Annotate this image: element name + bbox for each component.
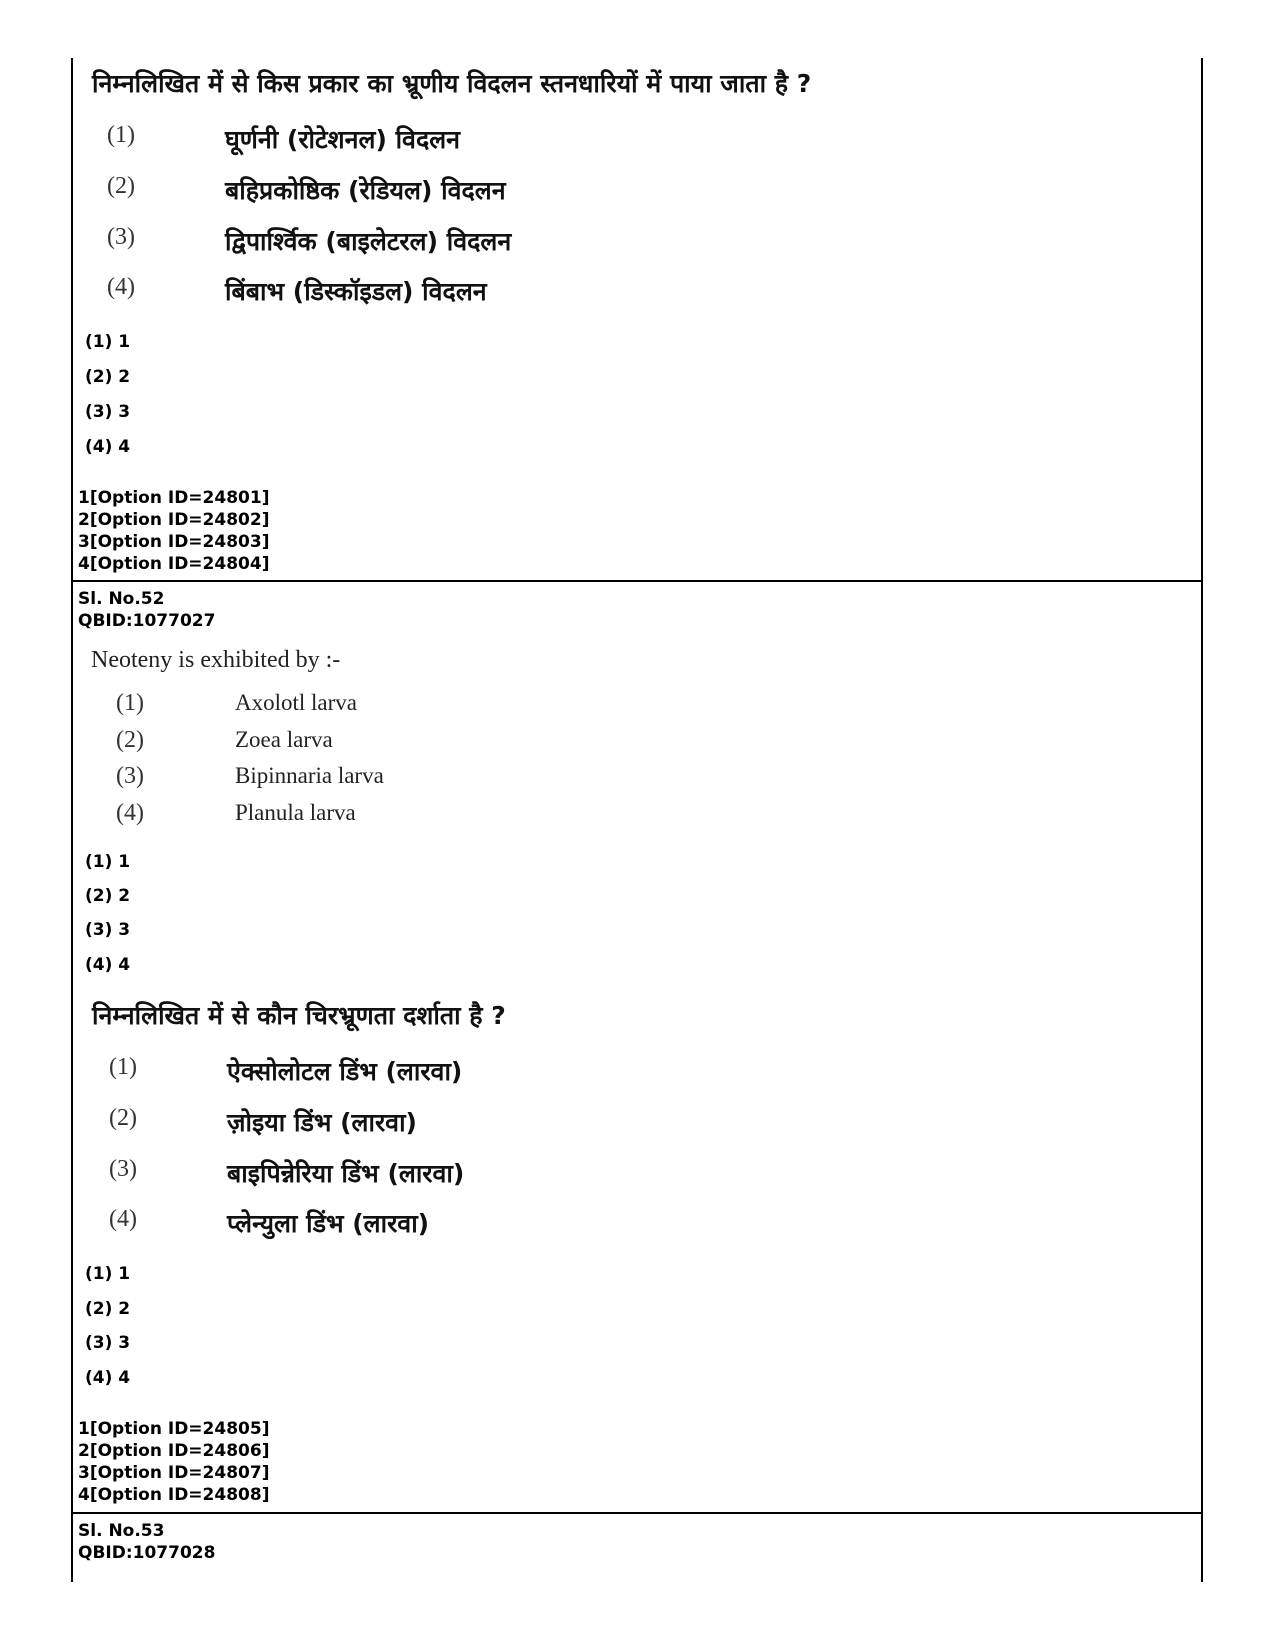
q52-en-option-number: (4)	[116, 800, 144, 826]
q52-en-option-text: Bipinnaria larva	[235, 763, 384, 788]
q51-option-number: (2)	[107, 173, 135, 199]
question-divider	[71, 1512, 1203, 1514]
question-divider	[71, 580, 1203, 582]
q52-en-option-text: Axolotl larva	[235, 690, 357, 715]
q51-option-id: 1[Option ID=24801]	[78, 488, 270, 508]
q52-en-option-text: Zoea larva	[235, 727, 333, 752]
q52-option-id: 1[Option ID=24805]	[78, 1419, 270, 1439]
q51-answer-choice[interactable]: (3) 3	[85, 402, 131, 422]
q52-hi-option-text: प्लेन्युला डिंभ (लारवा)	[227, 1209, 430, 1238]
q51-answer-choice[interactable]: (4) 4	[85, 437, 131, 457]
q52-qbid: QBID:1077027	[78, 611, 216, 631]
q52-hi-option-number: (3)	[109, 1156, 137, 1182]
q53-qbid: QBID:1077028	[78, 1543, 216, 1563]
q51-option-text: घूर्णनी (रोटेशनल) विदलन	[225, 125, 461, 154]
q51-option-text: द्विपार्श्विक (बाइलेटरल) विदलन	[225, 227, 512, 256]
q52-answer-choice[interactable]: (2) 2	[85, 1299, 131, 1319]
q51-option-id: 3[Option ID=24803]	[78, 532, 270, 552]
q52-option-id: 2[Option ID=24806]	[78, 1441, 270, 1461]
q52-answer-choice[interactable]: (3) 3	[85, 1333, 131, 1353]
q51-option-number: (3)	[107, 224, 135, 250]
q52-answer-choice[interactable]: (1) 1	[85, 1264, 131, 1284]
q52-answer-choice[interactable]: (2) 2	[85, 886, 131, 906]
q53-serial-number: Sl. No.53	[78, 1521, 165, 1541]
q52-english-stem: Neoteny is exhibited by :-	[91, 647, 341, 673]
q52-hindi-stem: निम्नलिखित में से कौन चिरभ्रूणता दर्शाता है ?	[92, 1001, 506, 1030]
q52-answer-choice[interactable]: (1) 1	[85, 852, 131, 872]
q52-hi-option-number: (4)	[109, 1206, 137, 1232]
q51-option-number: (1)	[107, 122, 135, 148]
q51-answer-choice[interactable]: (1) 1	[85, 332, 131, 352]
q51-option-id: 2[Option ID=24802]	[78, 510, 270, 530]
q52-en-option-number: (3)	[116, 763, 144, 789]
q52-answer-choice[interactable]: (3) 3	[85, 920, 131, 940]
q51-option-text: बहिप्रकोष्ठिक (रेडियल) विदलन	[225, 176, 506, 205]
q52-option-id: 4[Option ID=24808]	[78, 1485, 270, 1505]
q52-en-option-number: (2)	[116, 727, 144, 753]
q51-hindi-stem: निम्नलिखित में से किस प्रकार का भ्रूणीय विदलन स्तनधारियों में पाया जाता है ?	[92, 69, 812, 98]
q52-en-option-text: Planula larva	[235, 800, 356, 825]
q52-answer-choice[interactable]: (4) 4	[85, 955, 131, 975]
q51-option-id: 4[Option ID=24804]	[78, 554, 270, 574]
q52-hi-option-text: बाइपिन्नेरिया डिंभ (लारवा)	[227, 1159, 465, 1188]
q51-option-text: बिंबाभ (डिस्कॉइडल) विदलन	[225, 277, 487, 306]
q52-en-option-number: (1)	[116, 690, 144, 716]
q51-answer-choice[interactable]: (2) 2	[85, 367, 131, 387]
q52-hi-option-number: (1)	[109, 1054, 137, 1080]
q52-serial-number: Sl. No.52	[78, 589, 165, 609]
q52-answer-choice[interactable]: (4) 4	[85, 1368, 131, 1388]
q51-option-number: (4)	[107, 274, 135, 300]
q52-hi-option-text: ऐक्सोलोटल डिंभ (लारवा)	[227, 1057, 463, 1086]
q52-hi-option-number: (2)	[109, 1105, 137, 1131]
q52-hi-option-text: ज़ोइया डिंभ (लारवा)	[227, 1108, 417, 1137]
q52-option-id: 3[Option ID=24807]	[78, 1463, 270, 1483]
